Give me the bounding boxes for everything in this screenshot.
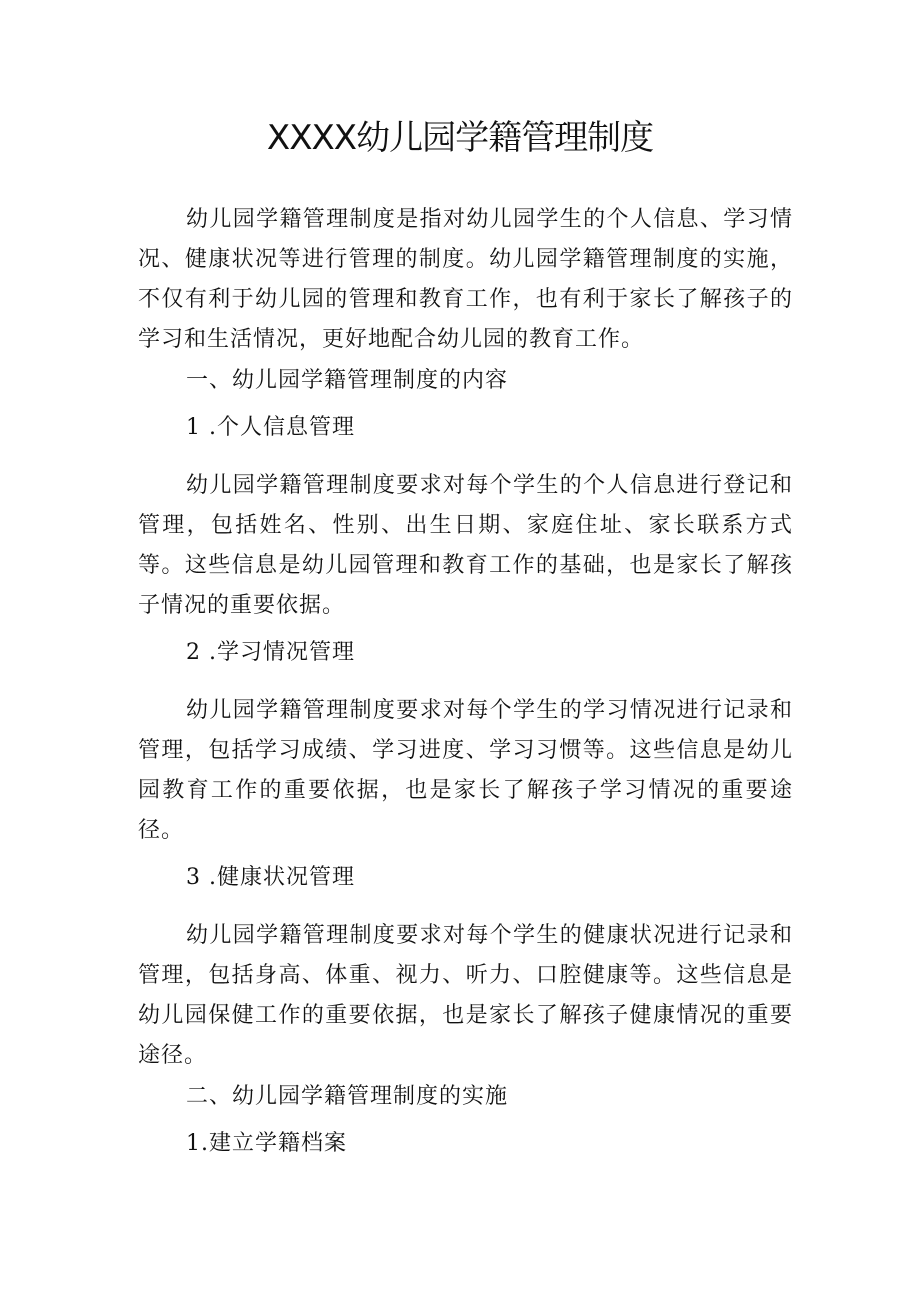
paragraph-health: 幼儿园学籍管理制度要求对每个学生的健康状况进行记录和管理，包括身高、体重、视力、听力、口腔健康等。这些信息是幼儿园保健工作的重要依据，也是家长了解孩子健康情况的重要途径。 bbox=[138, 923, 793, 1068]
subsection-heading-archive: 1.建立学籍档案 bbox=[186, 1131, 347, 1156]
intro-paragraph: 幼儿园学籍管理制度是指对幼儿园学生的个人信息、学习情况、健康状况等进行管理的制度。幼儿园学籍管理制度的实施，不仅有利于幼儿园的管理和教育工作，也有利于家长了解孩子的学习和生活情况，更好地配合幼儿园的教育工作。 bbox=[138, 207, 793, 352]
paragraph-study: 幼儿园学籍管理制度要求对每个学生的学习情况进行记录和管理，包括学习成绩、学习进度、学习习惯等。这些信息是幼儿园教育工作的重要依据，也是家长了解孩子学习情况的重要途径。 bbox=[138, 698, 793, 843]
section-heading-implementation: 二、幼儿园学籍管理制度的实施 bbox=[186, 1084, 509, 1109]
paragraph-personal-info: 幼儿园学籍管理制度要求对每个学生的个人信息进行登记和管理，包括姓名、性别、出生日期、家庭住址、家长联系方式等。这些信息是幼儿园管理和教育工作的基础，也是家长了解孩子情况的重要依据。 bbox=[138, 473, 793, 618]
subsection-heading-study: 2 .学习情况管理 bbox=[186, 640, 355, 665]
document-title: XXXX幼儿园学籍管理制度 bbox=[266, 118, 654, 158]
subsection-heading-health: 3 .健康状况管理 bbox=[186, 865, 355, 890]
subsection-heading-personal-info: 1 .个人信息管理 bbox=[186, 415, 355, 440]
section-heading-content: 一、幼儿园学籍管理制度的内容 bbox=[186, 368, 509, 393]
